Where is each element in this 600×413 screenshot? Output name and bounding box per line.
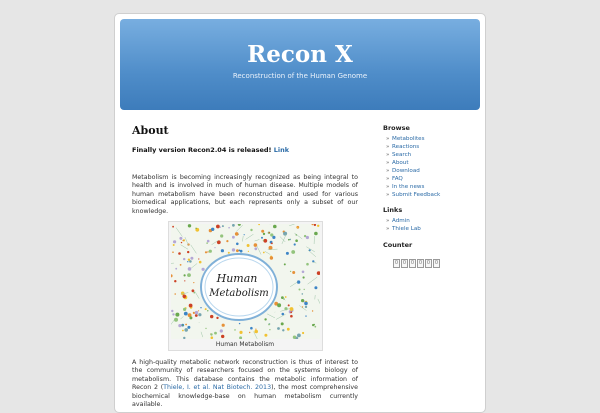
main-content (132, 124, 358, 409)
metabolism-map-image (171, 224, 320, 339)
sidebar-item-faq[interactable]: » FAQ (383, 175, 478, 183)
page-title: About (132, 124, 358, 137)
sidebar-item-submit-feedback[interactable]: » Submit Feedback (383, 191, 478, 199)
site-description: Reconstruction of the Human Genome (120, 72, 480, 80)
figure-center-line2: Metabolism (208, 288, 269, 299)
counter-digit: 0 (425, 259, 432, 268)
sidebar-item-in-the-news[interactable]: » In the news (383, 183, 478, 191)
counter-digit: 0 (393, 259, 400, 268)
counter-digit: 0 (433, 259, 440, 268)
para2-after: ), the most comprehensive biochemical knowledge-base on human metabolism currently available. (132, 384, 358, 408)
visitor-counter (393, 259, 478, 268)
sidebar-item-search[interactable]: » Search (383, 151, 478, 159)
counter-heading: Counter (383, 241, 478, 249)
description-paragraph (132, 359, 358, 409)
counter-digit: 0 (401, 259, 408, 268)
site-title[interactable]: Recon X (120, 42, 480, 68)
release-text: Finally version Recon2.04 is released! (132, 146, 272, 154)
page-container (114, 13, 486, 413)
browse-list (383, 135, 478, 199)
site-header (120, 19, 480, 110)
counter-digit: 0 (409, 259, 416, 268)
release-link[interactable]: Link (274, 146, 289, 154)
sidebar-item-reactions[interactable]: » Reactions (383, 143, 478, 151)
sidebar-item-admin[interactable]: » Admin (383, 217, 478, 225)
thiele-citation-link[interactable]: Thiele, I. et al. Nat Biotech. 2013 (163, 384, 271, 391)
links-list (383, 217, 478, 233)
sidebar-item-metabolites[interactable]: » Metabolites (383, 135, 478, 143)
sidebar (383, 124, 478, 268)
sidebar-item-about[interactable]: » About (383, 159, 478, 167)
figure-caption: Human Metabolism (171, 341, 320, 348)
links-heading: Links (383, 206, 478, 214)
sidebar-item-download[interactable]: » Download (383, 167, 478, 175)
counter-digit: 0 (417, 259, 424, 268)
intro-paragraph: Metabolism is becoming increasingly recognized as being integral to health and is involved in much of human disease. Multiple models of human metabolism have been reconstructed and used for various biomedical applications, but each represents only a subset of our knowledge. (132, 174, 358, 216)
sidebar-item-thiele-lab[interactable]: » Thiele Lab (383, 225, 478, 233)
metabolism-figure (168, 221, 323, 351)
para2-before: A high-quality metabolic network reconstruction is thus of interest to the community of researchers focused on the systems biology of metabolism. This database contains the metabolic information of Recon 2 ( (132, 359, 358, 391)
release-notice (132, 146, 358, 154)
browse-heading: Browse (383, 124, 478, 132)
figure-center-line1: Human (215, 272, 257, 285)
